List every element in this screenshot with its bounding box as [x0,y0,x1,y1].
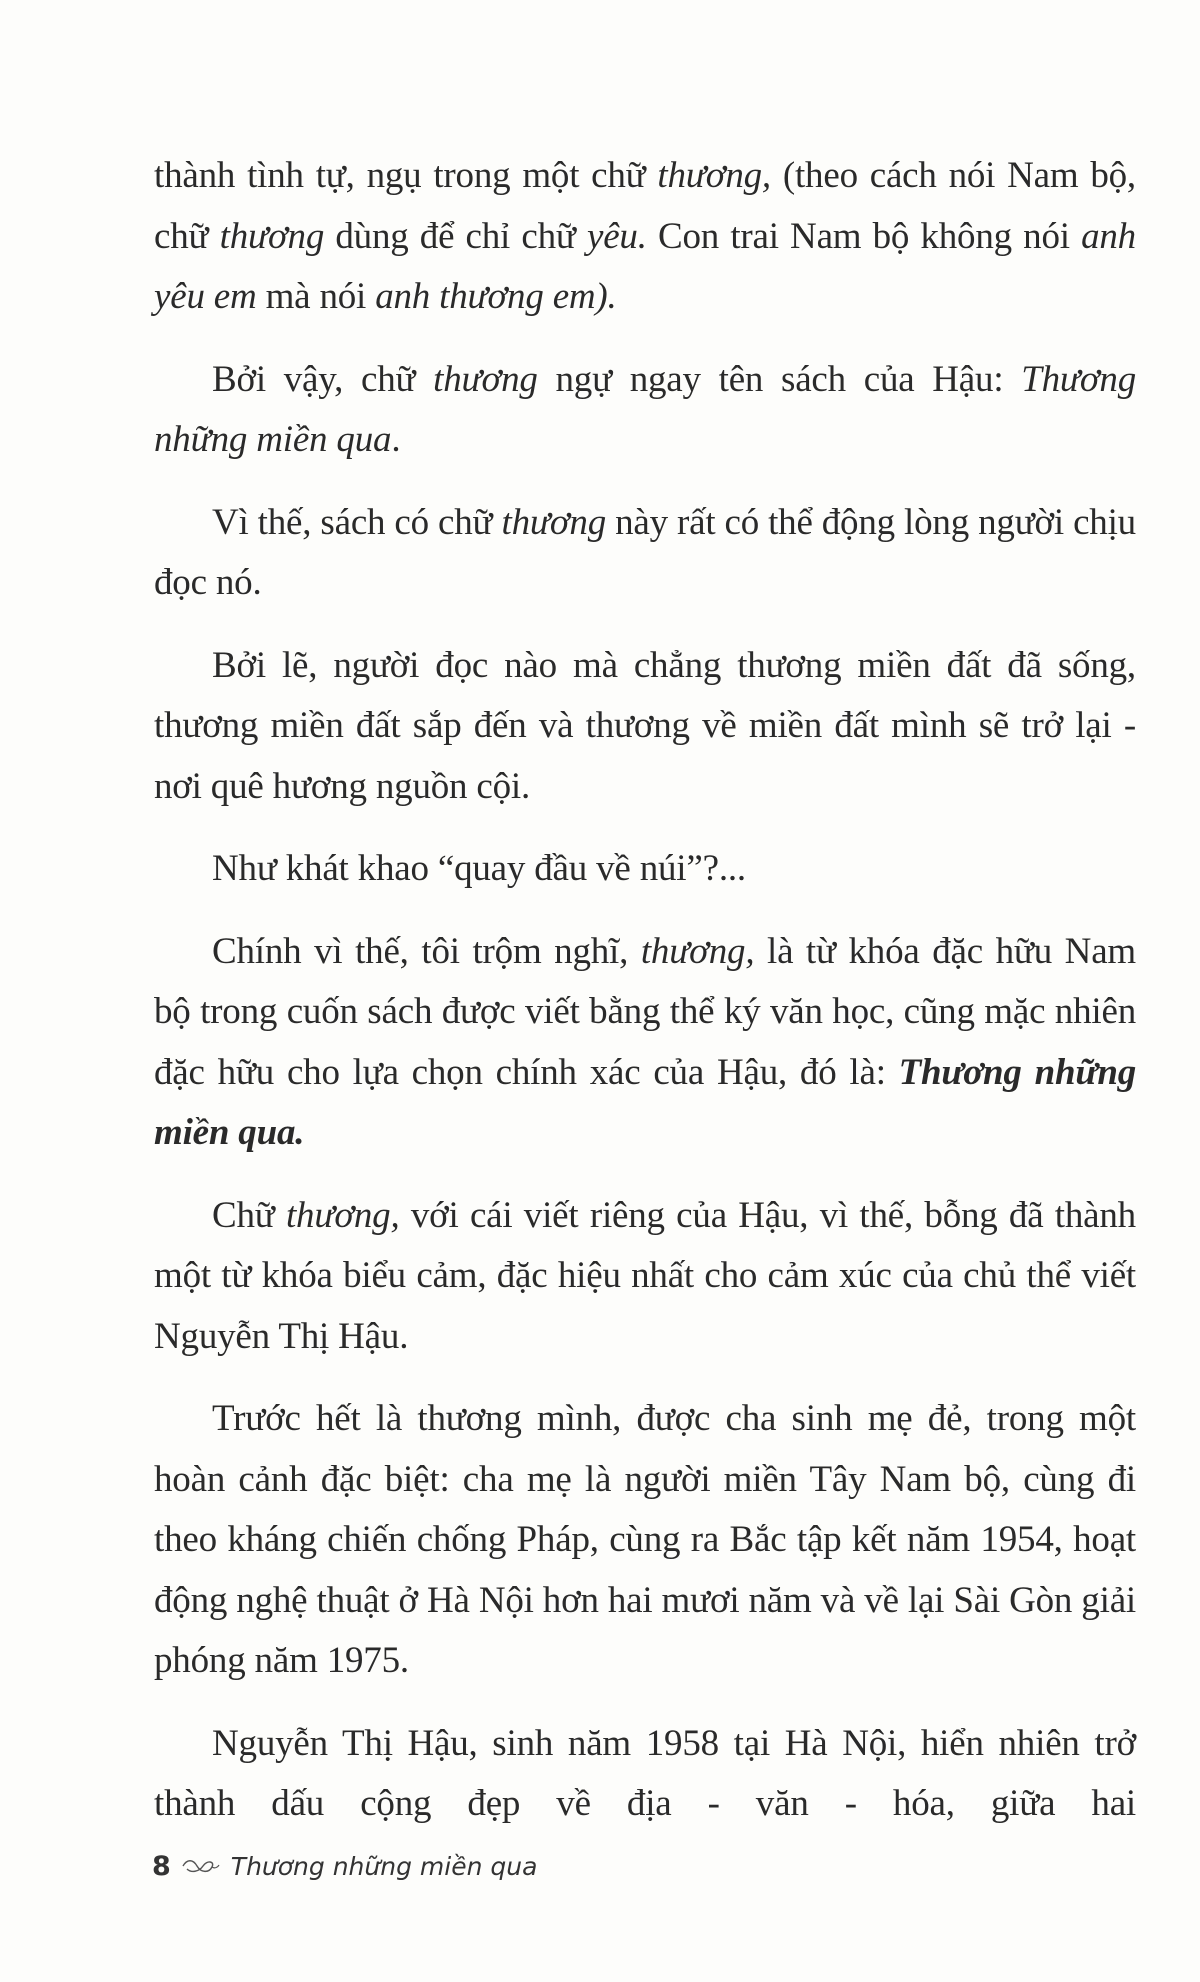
body-text [154,146,1136,1857]
emphasized-text: anh yêu em [154,215,1136,317]
emphasized-text: Thương những miền qua. [154,1051,1136,1153]
emphasized-text: thương [501,501,606,543]
paragraph [154,839,1136,900]
paragraph [154,922,1136,1164]
text-run: . [391,419,401,460]
text-run: (theo cách nói Nam bộ, chữ [154,155,1136,257]
text-run: Nguyễn Thị Hậu, sinh năm 1958 tại Hà Nội, hiển nhiên trở thành dấu cộng đẹp về địa - văn - hóa, giữa hai [154,1722,1136,1824]
paragraph [154,493,1136,614]
text-run: thành tình tự, ngụ trong một chữ [154,155,658,196]
text-run: Vì thế, sách có chữ [212,501,502,543]
flourish-ornament-icon [181,1852,221,1881]
emphasized-text: Thương những miền qua [154,358,1137,460]
text-run: là từ khóa đặc hữu Nam bộ trong cuốn sách được viết bằng thể ký văn học, cũng mặc nhiên đặc hữu cho lựa chọn chính xác của Hậu, đó là: [154,930,1136,1093]
emphasized-text: thương, [640,930,755,972]
emphasized-text: thương, [657,155,771,196]
emphasized-text: thương [219,215,325,257]
emphasized-text: thương [433,358,538,400]
text-run: Trước hết là thương mình, được cha sinh mẹ đẻ, trong một hoàn cảnh đặc biệt: cha mẹ là người miền Tây Nam bộ, cùng đi theo kháng chiến chống Pháp, cùng ra Bắc tập kết năm 1954, hoạt động nghệ thuật ở Hà Nội hơn hai mươi năm và về lại Sài Gòn giải phóng năm 1975. [154,1398,1136,1681]
paragraph [154,1389,1136,1692]
text-run: này rất có thể động lòng người chịu đọc nó. [154,501,1136,603]
paragraph [154,636,1136,818]
text-run: Chính vì thế, tôi trộm nghĩ, [212,930,641,972]
paragraph [154,1714,1136,1835]
text-run: Như khát khao “quay đầu về núi”?... [212,848,746,889]
emphasized-text: thương, [285,1194,400,1236]
text-run: Bởi lẽ, người đọc nào mà chẳng thương miền đất đã sống, thương miền đất sắp đến và thương về miền đất mình sẽ trở lại - nơi quê hương nguồn cội. [154,644,1136,807]
emphasized-text: yêu. [586,215,647,257]
text-run: ngự ngay tên sách của Hậu: [537,358,1022,400]
text-run: Chữ [212,1194,286,1236]
text-run: với cái viết riêng của Hậu, vì thế, bỗng đã thành một từ khóa biểu cảm, đặc hiệu nhất cho cảm xúc của chủ thể viết Nguyễn Thị Hậu. [154,1194,1136,1357]
page-footer [152,1851,537,1882]
text-run: mà nói [256,276,376,317]
text-run: dùng để chỉ chữ [324,215,587,257]
text-run: Con trai Nam bộ không nói [646,215,1082,257]
text-run: Bởi vậy, chữ [212,358,434,400]
running-book-title: Thương những miền qua [230,1852,538,1881]
paragraph [154,1186,1136,1368]
paragraph [154,350,1136,471]
page-number: 8 [152,1851,171,1882]
paragraph [154,146,1136,328]
emphasized-text: anh thương em). [375,276,617,317]
